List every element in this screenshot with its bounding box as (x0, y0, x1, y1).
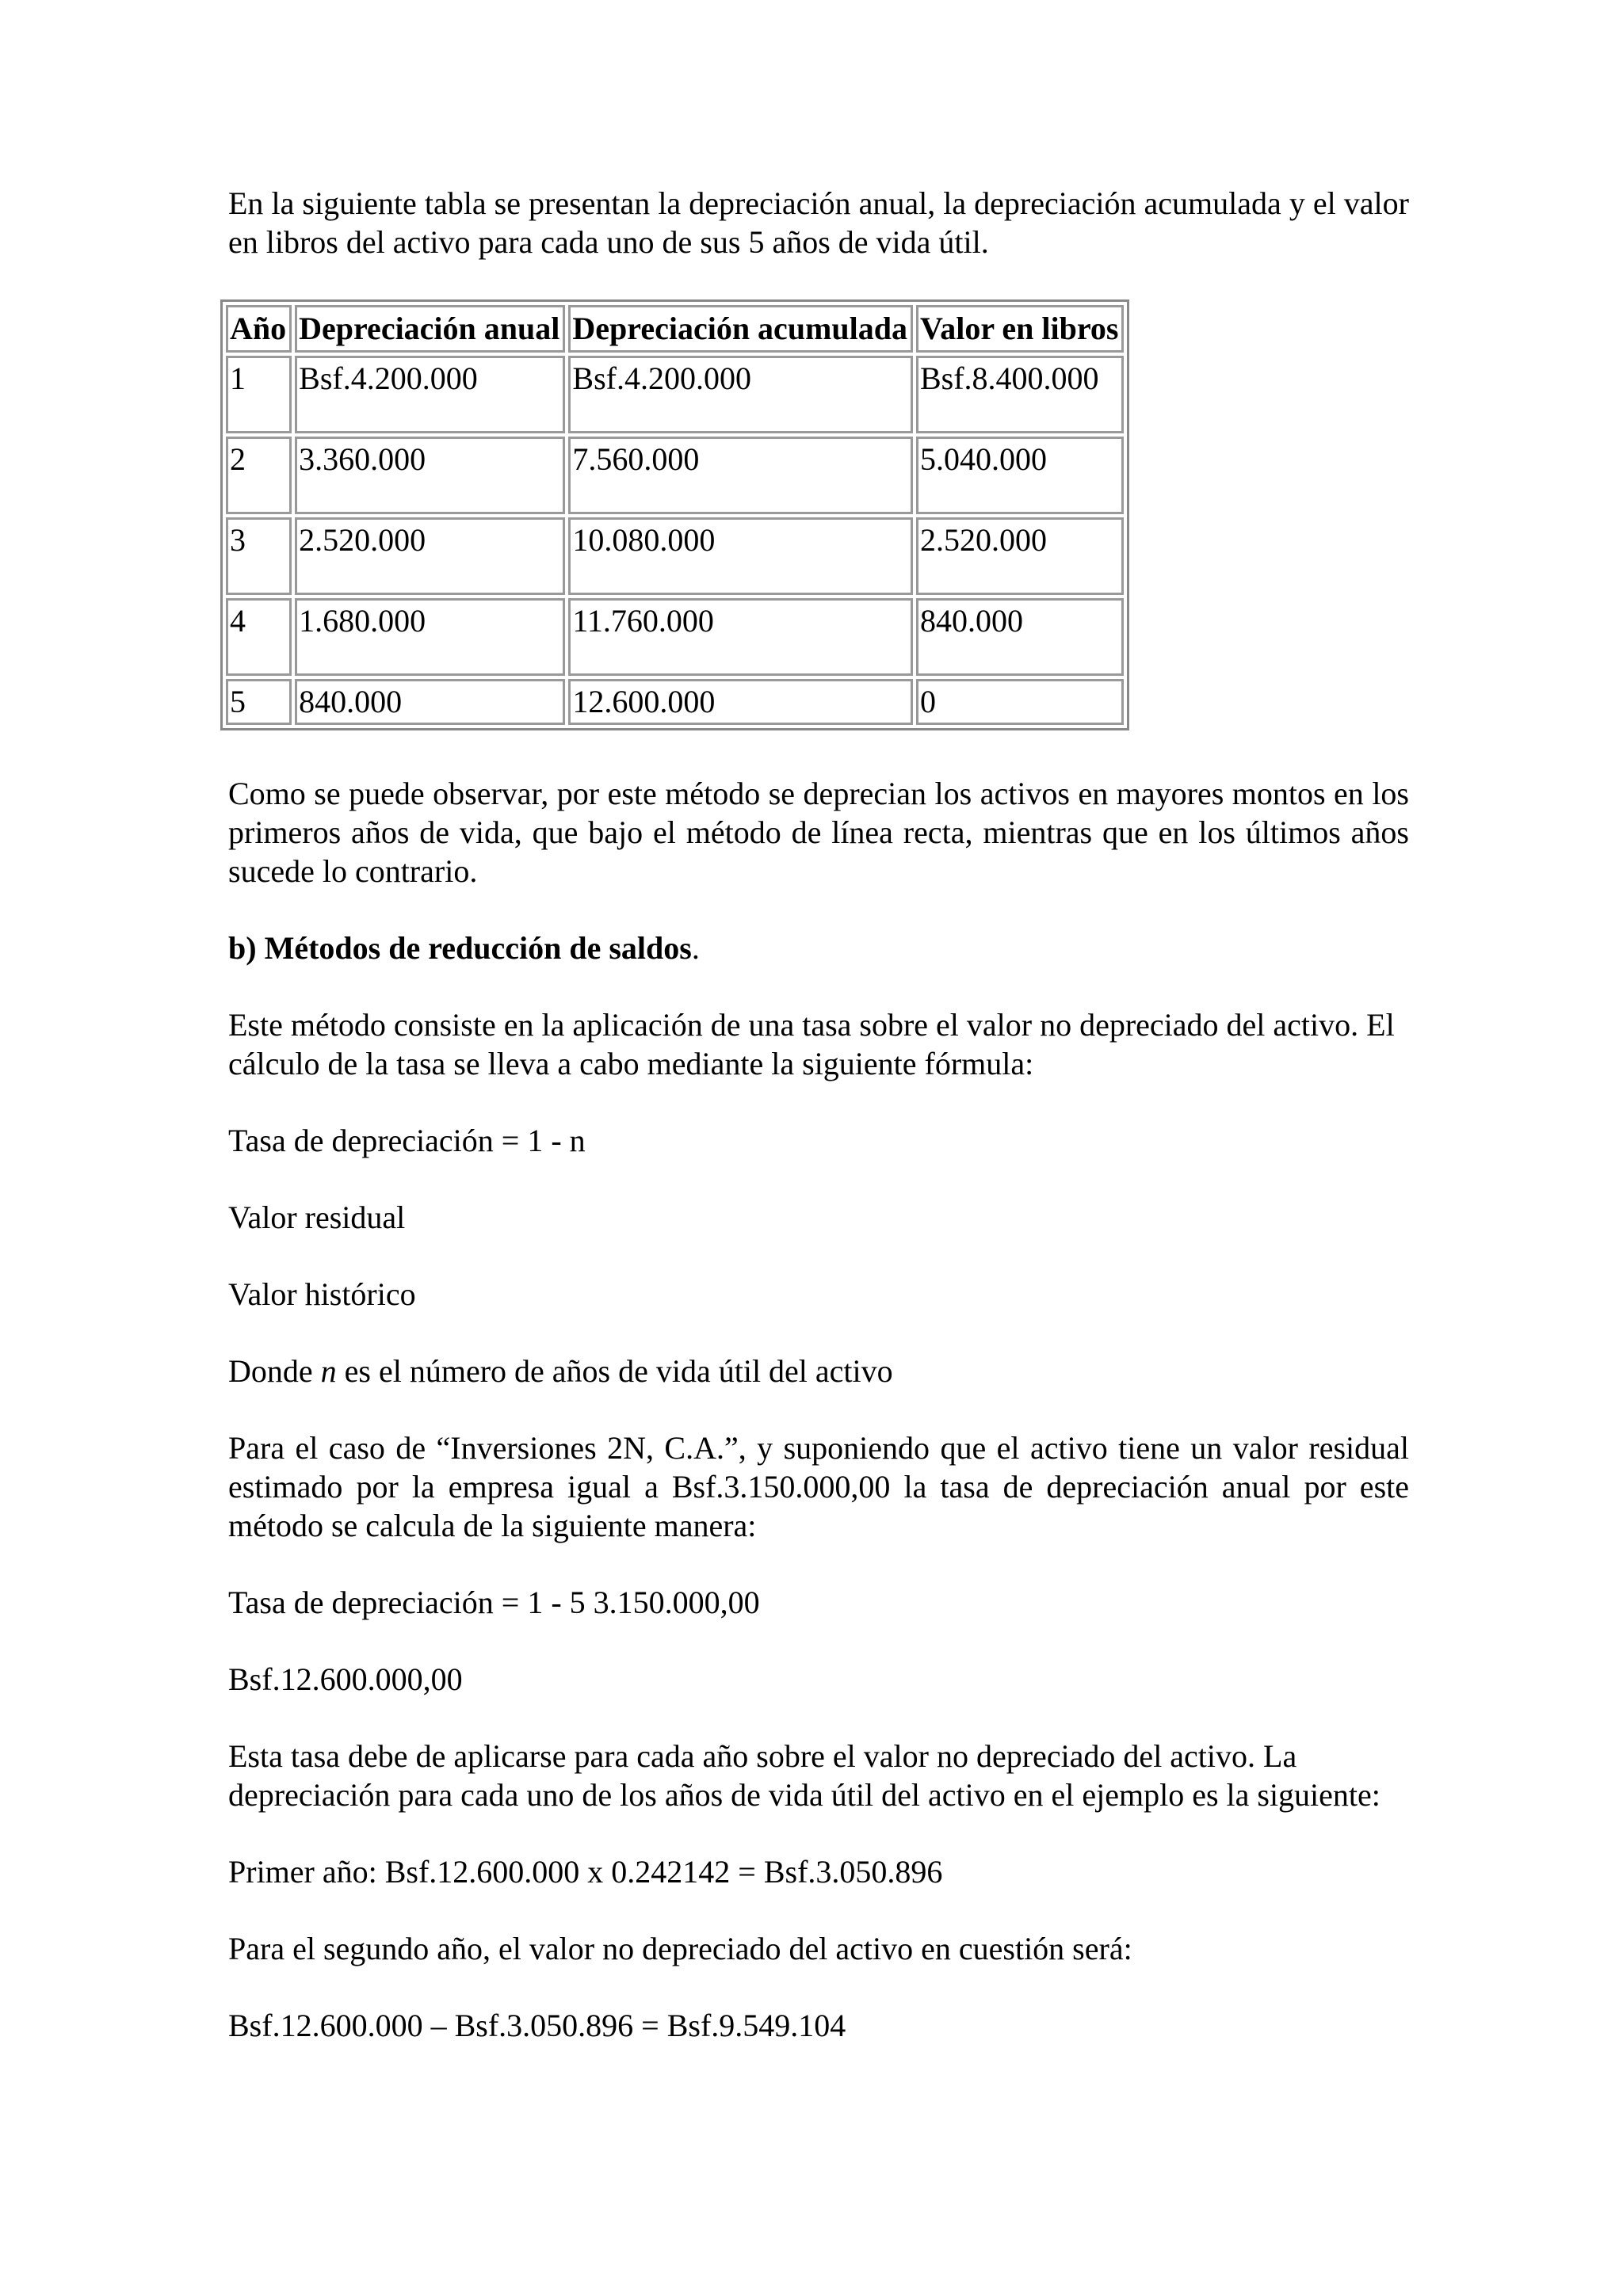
cell-accumulated: 7.560.000 (568, 437, 913, 514)
cell-annual: 840.000 (295, 679, 565, 725)
header-book-value: Valor en libros (916, 305, 1124, 353)
table-row (226, 517, 1124, 595)
cell-accumulated: 11.760.000 (568, 598, 913, 676)
donde-suffix: es el número de años de vida útil del activo (336, 1353, 893, 1389)
cell-year: 3 (226, 517, 292, 595)
example-denominator: Bsf.12.600.000,00 (228, 1661, 463, 1697)
cell-accumulated: Bsf.4.200.000 (568, 356, 913, 433)
example-formula: Tasa de depreciación = 1 - 5 3.150.000,00 (228, 1585, 760, 1620)
section-heading-suffix: . (691, 930, 700, 966)
cell-accumulated: 12.600.000 (568, 679, 913, 725)
second-year-intro: Para el segundo año, el valor no depreciado del activo en cuestión será: (228, 1931, 1132, 1966)
cell-year: 2 (226, 437, 292, 514)
cell-accumulated: 10.080.000 (568, 517, 913, 595)
formula-line: Tasa de depreciación = 1 - n (228, 1123, 586, 1158)
example-paragraph: Para el caso de “Inversiones 2N, C.A.”, y suponiendo que el activo tiene un valor residual estimado por la empresa igual a Bsf.3.150.000,00 la tasa de depreciación anual por este método se calcula de la siguiente manera: (228, 1430, 1409, 1543)
table-header-row (226, 305, 1124, 353)
depreciation-table (220, 299, 1129, 730)
cell-year: 1 (226, 356, 292, 433)
observation-paragraph: Como se puede observar, por este método se deprecian los activos en mayores montos en los primeros años de vida, que bajo el método de línea recta, mientras que en los últimos años sucede lo contrario. (228, 776, 1409, 889)
section-heading (228, 929, 1409, 967)
document-page (228, 184, 1409, 2083)
table-row (226, 598, 1124, 676)
cell-book-value: 5.040.000 (916, 437, 1124, 514)
donde-prefix: Donde (228, 1353, 321, 1389)
cell-book-value: 840.000 (916, 598, 1124, 676)
table-row (226, 679, 1124, 725)
cell-annual: 2.520.000 (295, 517, 565, 595)
formula-denominator: Valor histórico (228, 1276, 416, 1312)
intro-paragraph: En la siguiente tabla se presentan la depreciación anual, la depreciación acumulada y el valor en libros del activo para cada uno de sus 5 años de vida útil. (228, 185, 1409, 260)
header-annual-depreciation: Depreciación anual (295, 305, 565, 353)
section-heading-text: b) Métodos de reducción de saldos (228, 930, 692, 966)
cell-annual: 3.360.000 (295, 437, 565, 514)
cell-annual: Bsf.4.200.000 (295, 356, 565, 433)
rate-paragraph: Esta tasa debe de aplicarse para cada año sobre el valor no depreciado del activo. La depreciación para cada uno de los años de vida útil del activo en el ejemplo es la siguiente: (228, 1738, 1381, 1813)
table-row (226, 356, 1124, 433)
second-year-calc: Bsf.12.600.000 – Bsf.3.050.896 = Bsf.9.549.104 (228, 2008, 846, 2043)
first-year-calc: Primer año: Bsf.12.600.000 x 0.242142 = Bsf.3.050.896 (228, 1854, 943, 1890)
cell-annual: 1.680.000 (295, 598, 565, 676)
donde-paragraph (228, 1352, 1409, 1390)
cell-year: 5 (226, 679, 292, 725)
donde-variable: n (320, 1353, 337, 1389)
cell-year: 4 (226, 598, 292, 676)
header-accumulated-depreciation: Depreciación acumulada (568, 305, 913, 353)
method-description: Este método consiste en la aplicación de una tasa sobre el valor no depreciado del activo. El cálculo de la tasa se lleva a cabo mediante la siguiente fórmula: (228, 1007, 1395, 1081)
header-year: Año (226, 305, 292, 353)
cell-book-value: 2.520.000 (916, 517, 1124, 595)
cell-book-value: Bsf.8.400.000 (916, 356, 1124, 433)
formula-numerator: Valor residual (228, 1199, 406, 1235)
cell-book-value: 0 (916, 679, 1124, 725)
table-row (226, 437, 1124, 514)
